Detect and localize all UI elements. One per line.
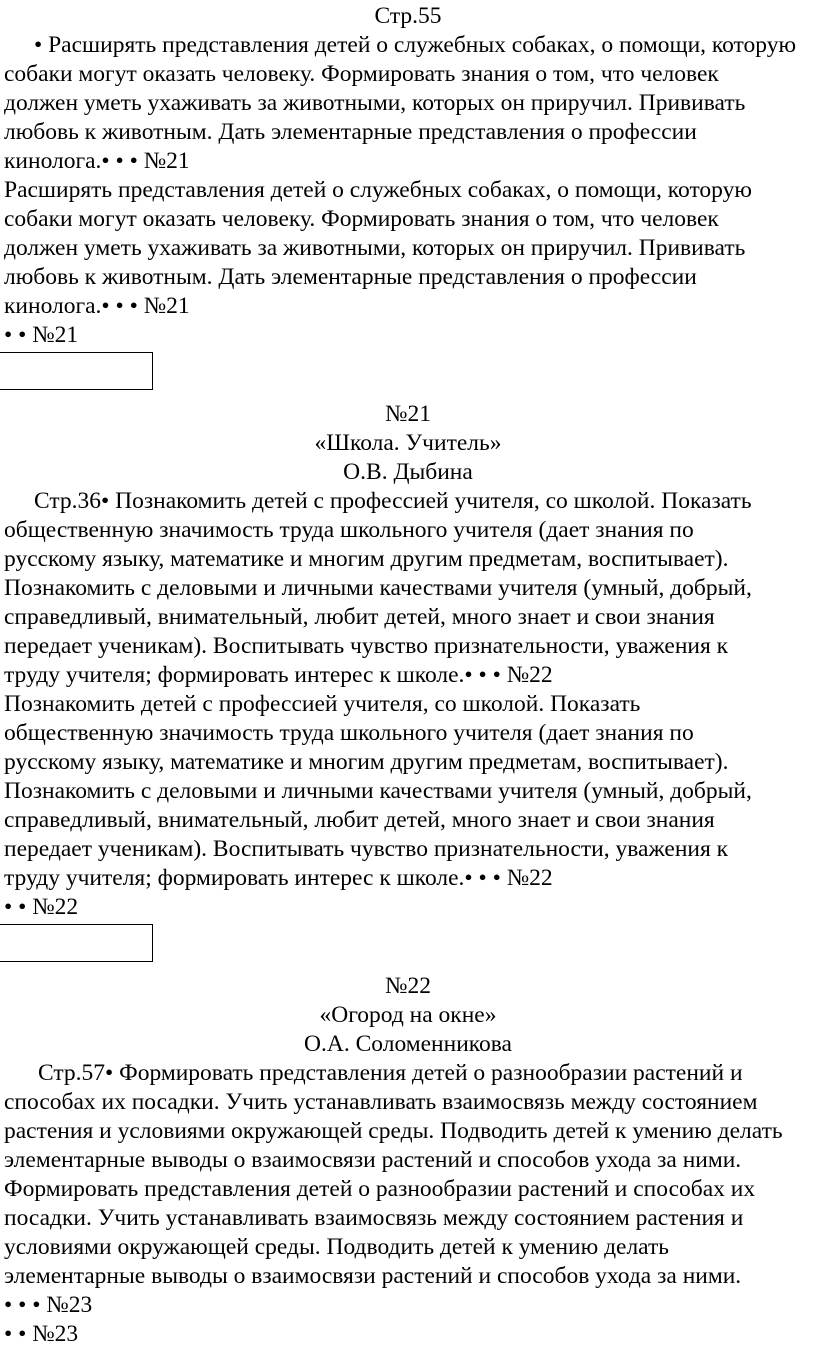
section-title: «Школа. Учитель» [314, 430, 502, 456]
paragraph-line: • • №23 [4, 1321, 79, 1347]
section-title: «Огород на окне» [319, 1002, 497, 1028]
paragraph-line: • • • №23 [4, 1292, 93, 1318]
paragraph-line: любовь к животным. Дать элементарные представления о профессии [4, 264, 697, 290]
section-number: №21 [385, 401, 431, 427]
paragraph-line: Стр.57• Формировать представления детей о разнообразии растений и [38, 1060, 743, 1086]
paragraph-line: кинолога.• • • №21 [4, 148, 190, 174]
empty-table-cell [0, 924, 153, 962]
paragraph-line: передает ученикам). Воспитывать чувство признательности, уважения к [4, 836, 729, 862]
section-author: О.А. Соломенникова [304, 1031, 512, 1057]
paragraph-line: должен уметь ухаживать за животными, которых он приручил. Прививать [4, 235, 746, 261]
paragraph-line: собаки могут оказать человеку. Формировать знания о том, что человек [4, 61, 719, 87]
paragraph-line: должен уметь ухаживать за животными, которых он приручил. Прививать [4, 90, 746, 116]
paragraph-line: русскому языку, математике и многим другим предметам, воспитывает). [4, 546, 729, 572]
section-number: №22 [385, 973, 431, 999]
paragraph-line: Познакомить детей с профессией учителя, со школой. Показать [4, 691, 641, 717]
paragraph-line: кинолога.• • • №21 [4, 293, 190, 319]
paragraph-line: растения и условиями окружающей среды. Подводить детей к умению делать [4, 1118, 783, 1144]
paragraph-line: • Расширять представления детей о служебных собаках, о помощи, которую [34, 32, 797, 58]
paragraph-line: собаки могут оказать человеку. Формировать знания о том, что человек [4, 206, 719, 232]
paragraph-line: элементарные выводы о взаимосвязи растений и способов ухода за ними. [4, 1147, 742, 1173]
document-page [0, 2, 816, 1349]
paragraph-line: Познакомить с деловыми и личными качествами учителя (умный, добрый, [4, 778, 752, 804]
paragraph-line: справедливый, внимательный, любит детей, много знает и свои знания [4, 807, 715, 833]
paragraph-line: труду учителя; формировать интерес к школе.• • • №22 [4, 865, 553, 891]
paragraph-line: элементарные выводы о взаимосвязи растений и способов ухода за ними. [4, 1263, 742, 1289]
paragraph-line: • • №21 [4, 322, 79, 348]
paragraph-line: Расширять представления детей о служебных собаках, о помощи, которую [4, 177, 752, 203]
paragraph-line: передает ученикам). Воспитывать чувство признательности, уважения к [4, 633, 729, 659]
paragraph-line: • • №22 [4, 894, 79, 920]
paragraph-line: посадки. Учить устанавливать взаимосвязь между состоянием растения и [4, 1205, 744, 1231]
empty-table-cell [0, 352, 153, 390]
page-reference: Стр.55 [374, 3, 442, 29]
paragraph-line: общественную значимость труда школьного учителя (дает знания по [4, 720, 694, 746]
paragraph-line: способах их посадки. Учить устанавливать взаимосвязь между состоянием [4, 1089, 758, 1115]
paragraph-line: Познакомить с деловыми и личными качествами учителя (умный, добрый, [4, 575, 752, 601]
paragraph-line: труду учителя; формировать интерес к школе.• • • №22 [4, 662, 553, 688]
paragraph-line: Формировать представления детей о разнообразии растений и способах их [4, 1176, 756, 1202]
paragraph-line: русскому языку, математике и многим другим предметам, воспитывает). [4, 749, 729, 775]
paragraph-line: любовь к животным. Дать элементарные представления о профессии [4, 119, 697, 145]
paragraph-line: условиями окружающей среды. Подводить детей к умению делать [4, 1234, 669, 1260]
paragraph-line: справедливый, внимательный, любит детей, много знает и свои знания [4, 604, 715, 630]
paragraph-line: Стр.36• Познакомить детей с профессией учителя, со школой. Показать [34, 488, 752, 514]
paragraph-line: общественную значимость труда школьного учителя (дает знания по [4, 517, 694, 543]
section-author: О.В. Дыбина [343, 459, 473, 485]
